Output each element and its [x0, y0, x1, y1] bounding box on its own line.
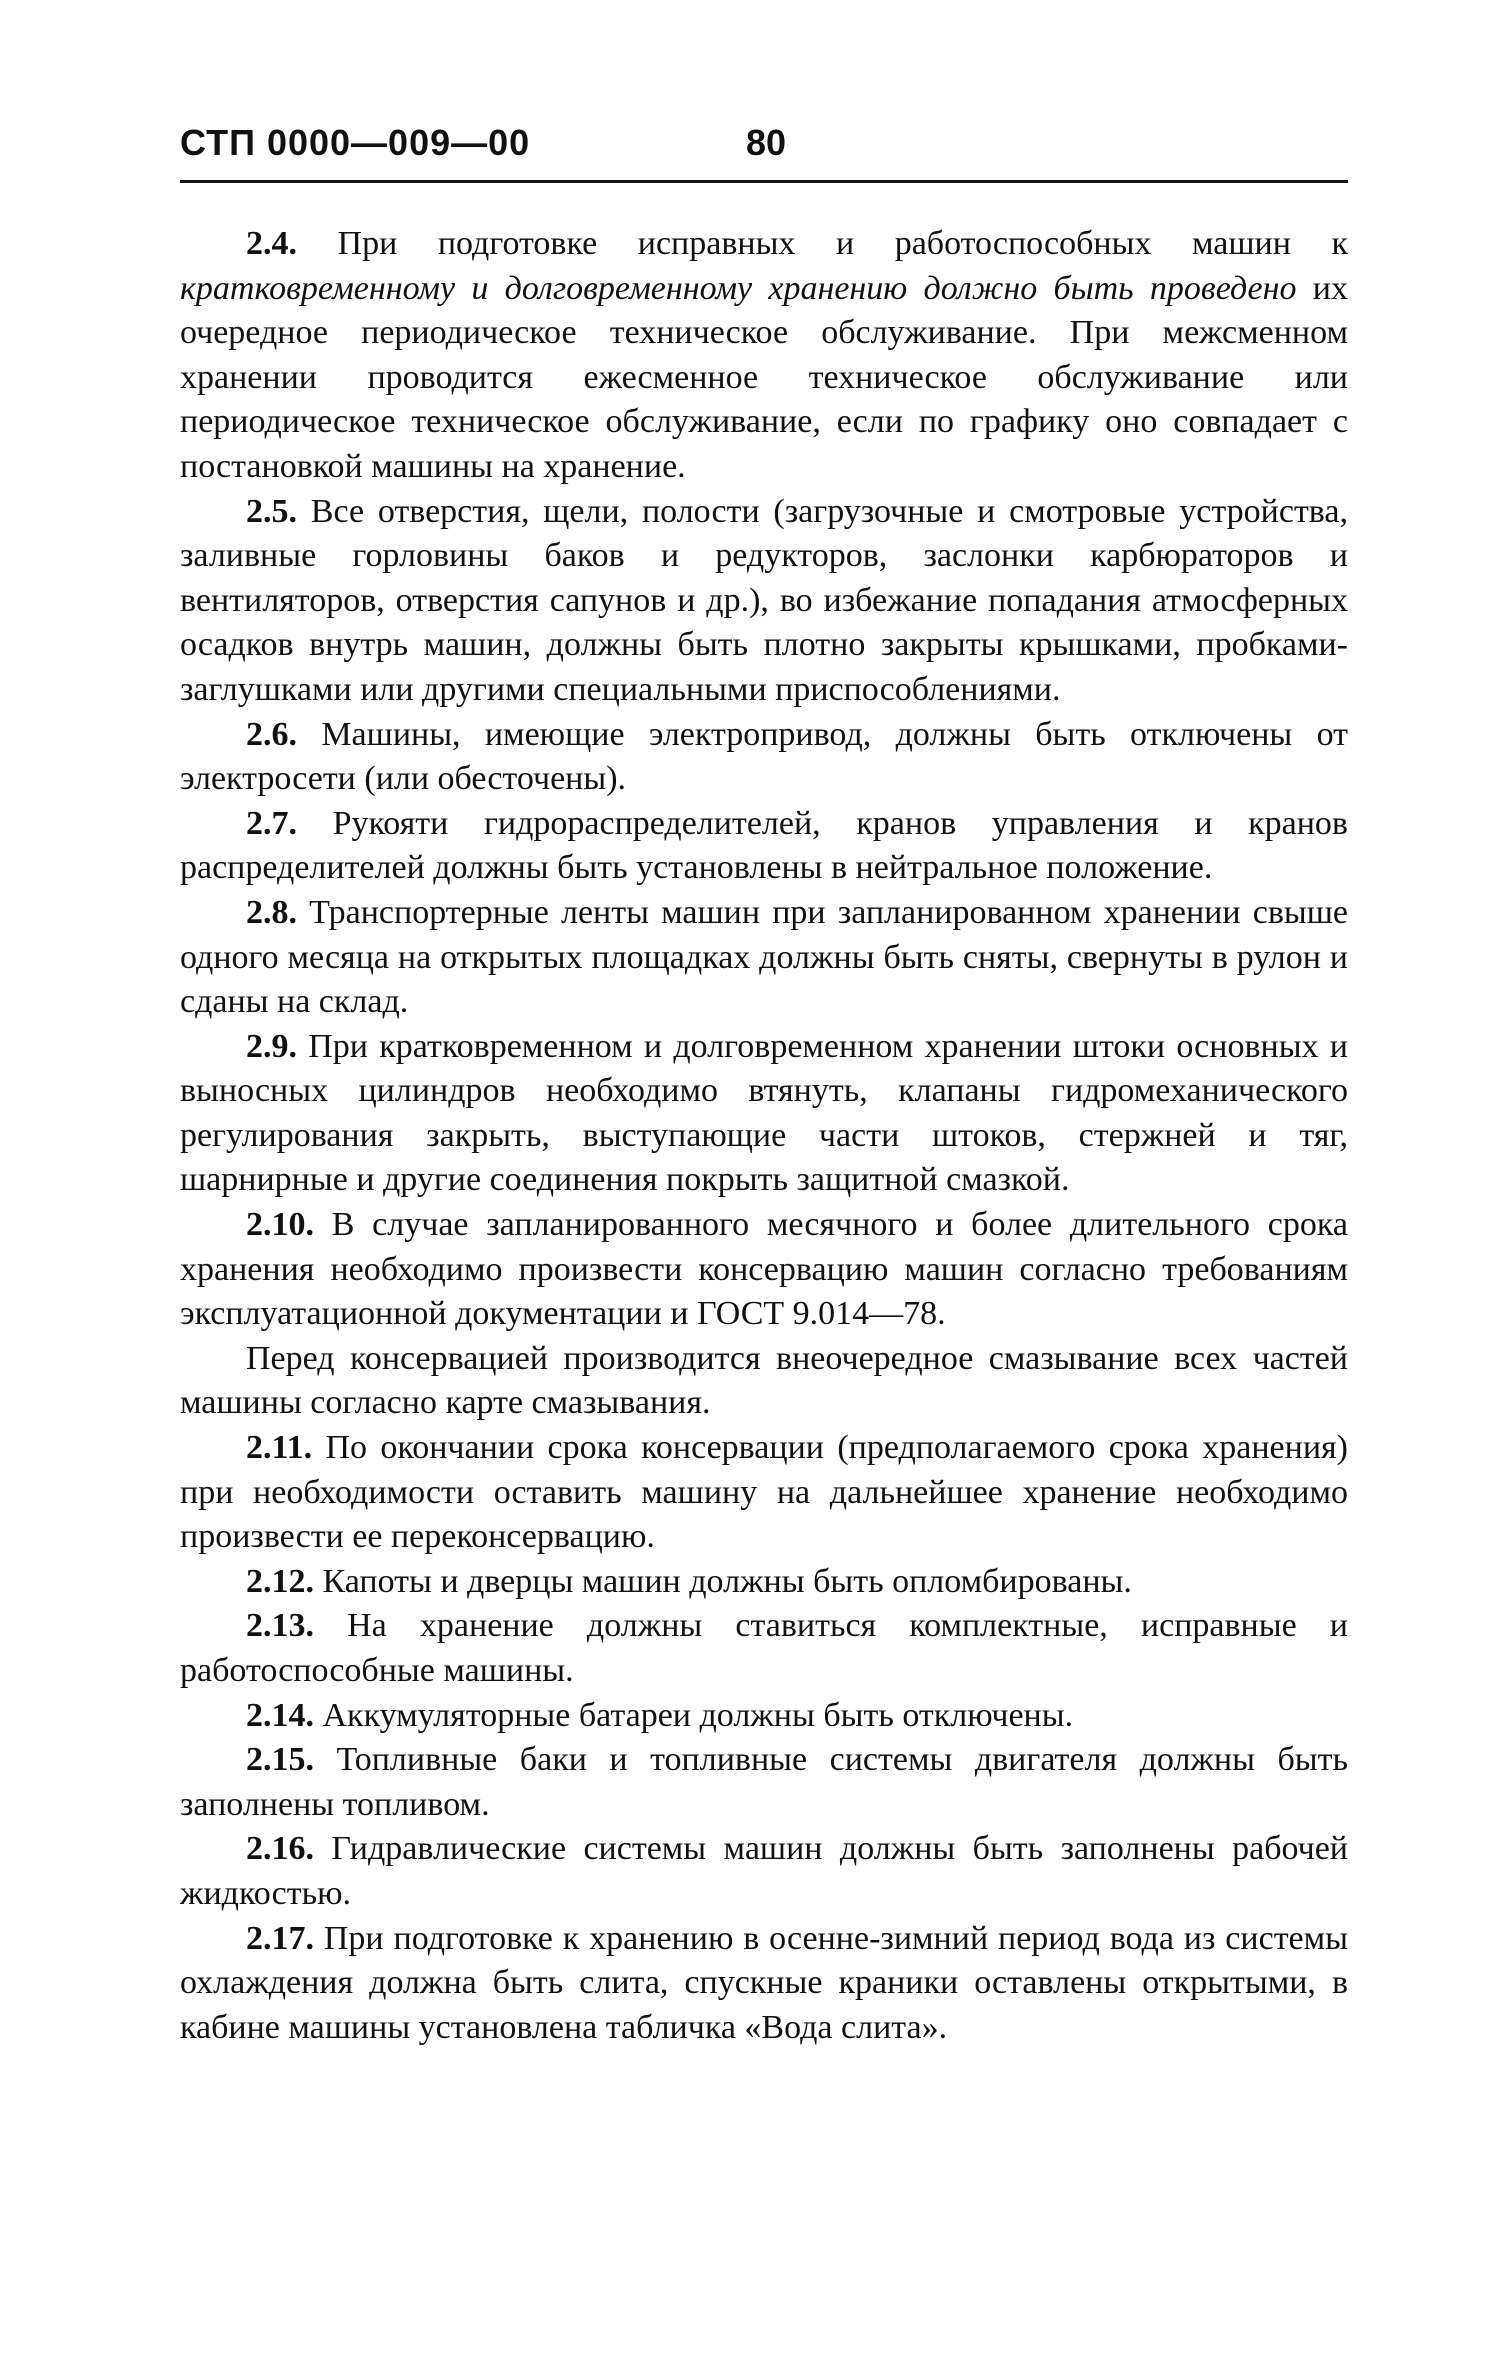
section-text: Гидравлические системы машин должны быть заполнены рабочей жидкостью.: [180, 1830, 1348, 1912]
section-text: Машины, имеющие электропривод, должны быть отключены от электросети (или обесточены).: [180, 715, 1348, 798]
section-text: При кратковременном и долговременном хранении штоки основных и выносных цилиндров необходимо втянуть, клапаны гидромеханического регулирования закрыть, выступающие части штоков, стержней и тяг, шарнирные и другие соединения покрыть защитной смазкой.: [180, 1027, 1348, 1199]
section-2-13: [180, 1604, 1348, 1693]
section-text: На хранение должны ставиться комплектные, исправные и работоспособные машины.: [180, 1607, 1348, 1689]
section-number: 2.12.: [246, 1562, 314, 1600]
section-2-9: [180, 1025, 1348, 1203]
section-text: При подготовке к хранению в осенне-зимний период вода из системы охлаждения должна быть слита, спускные краники оставлены открытыми, в кабине машины установлена табличка «Вода слита».: [180, 1919, 1348, 2046]
section-2-11: [180, 1426, 1348, 1560]
body-text: [180, 222, 1348, 2050]
page-number: 80: [746, 122, 787, 163]
section-number: 2.9.: [246, 1027, 297, 1065]
section-number: 2.10.: [246, 1206, 314, 1244]
section-text: их очередное периодическое техническое обслуживание. При межсменном хранении проводится ежесменное техническое обслуживание или периодическое техническое обслуживание, если по графику оно совпадает с постановкой машины на хранение.: [180, 269, 1348, 485]
section-text: Все отверстия, щели, полости (загрузочные и смотровые устройства, заливные горловины баков и редукторов, заслонки карбюраторов и вентиляторов, отверстия сапунов и др.), во избежание попадания атмосферных осадков внутрь машин, должны быть плотно закрыты крышками, пробками-заглушками или другими специальными приспособлениями.: [180, 492, 1348, 708]
section-number: 2.5.: [246, 492, 297, 530]
section-number: 2.16.: [246, 1830, 314, 1868]
section-number: 2.17.: [246, 1919, 314, 1957]
section-text: Капоты и дверцы машин должны быть опломбированы.: [314, 1562, 1132, 1600]
section-number: 2.13.: [246, 1607, 314, 1645]
section-2-8: [180, 891, 1348, 1025]
header-rule: [180, 180, 1348, 183]
section-2-17: [180, 1917, 1348, 2051]
section-number: 2.14.: [246, 1696, 314, 1734]
section-number: 2.8.: [246, 893, 297, 931]
section-text: Рукояти гидрораспределителей, кранов управления и кранов распределителей должны быть установлены в нейтральное положение.: [180, 804, 1348, 887]
section-2-7: [180, 802, 1348, 891]
document-code: СТП 0000—009—00: [180, 122, 531, 163]
section-number: 2.7.: [246, 804, 297, 842]
section-text: По окончании срока консервации (предполагаемого срока хранения) при необходимости оставить машину на дальнейшее хранение необходимо произвести ее переконсервацию.: [180, 1429, 1348, 1556]
section-2-10-continuation: [180, 1337, 1348, 1426]
section-2-16: [180, 1827, 1348, 1916]
section-2-15: [180, 1738, 1348, 1827]
section-text: При подготовке исправных и работоспособных машин к: [297, 225, 1348, 262]
section-2-12: [180, 1560, 1348, 1605]
section-2-6: [180, 713, 1348, 802]
section-number: 2.11.: [246, 1429, 313, 1467]
section-number: 2.6.: [246, 715, 297, 753]
section-2-5: [180, 490, 1348, 713]
section-2-4: [180, 222, 1348, 490]
section-italic-text: кратковременному и долговременному хранению должно быть проведено: [180, 269, 1297, 307]
section-number: 2.4.: [246, 225, 297, 262]
section-2-14: [180, 1694, 1348, 1739]
section-number: 2.15.: [246, 1741, 314, 1779]
section-text: Перед консервацией производится внеочередное смазывание всех частей машины согласно карте смазывания.: [180, 1339, 1348, 1422]
section-2-10: [180, 1203, 1348, 1337]
section-text: В случае запланированного месячного и более длительного срока хранения необходимо произвести консервацию машин согласно требованиям эксплуатационной документации и ГОСТ 9.014—78.: [180, 1206, 1348, 1333]
section-text: Топливные баки и топливные системы двигателя должны быть заполнены топливом.: [180, 1741, 1348, 1823]
section-text: Транспортерные ленты машин при запланированном хранении свыше одного месяца на открытых площадках должны быть сняты, свернуты в рулон и сданы на склад.: [180, 893, 1348, 1021]
section-text: Аккумуляторные батареи должны быть отключены.: [314, 1696, 1074, 1734]
